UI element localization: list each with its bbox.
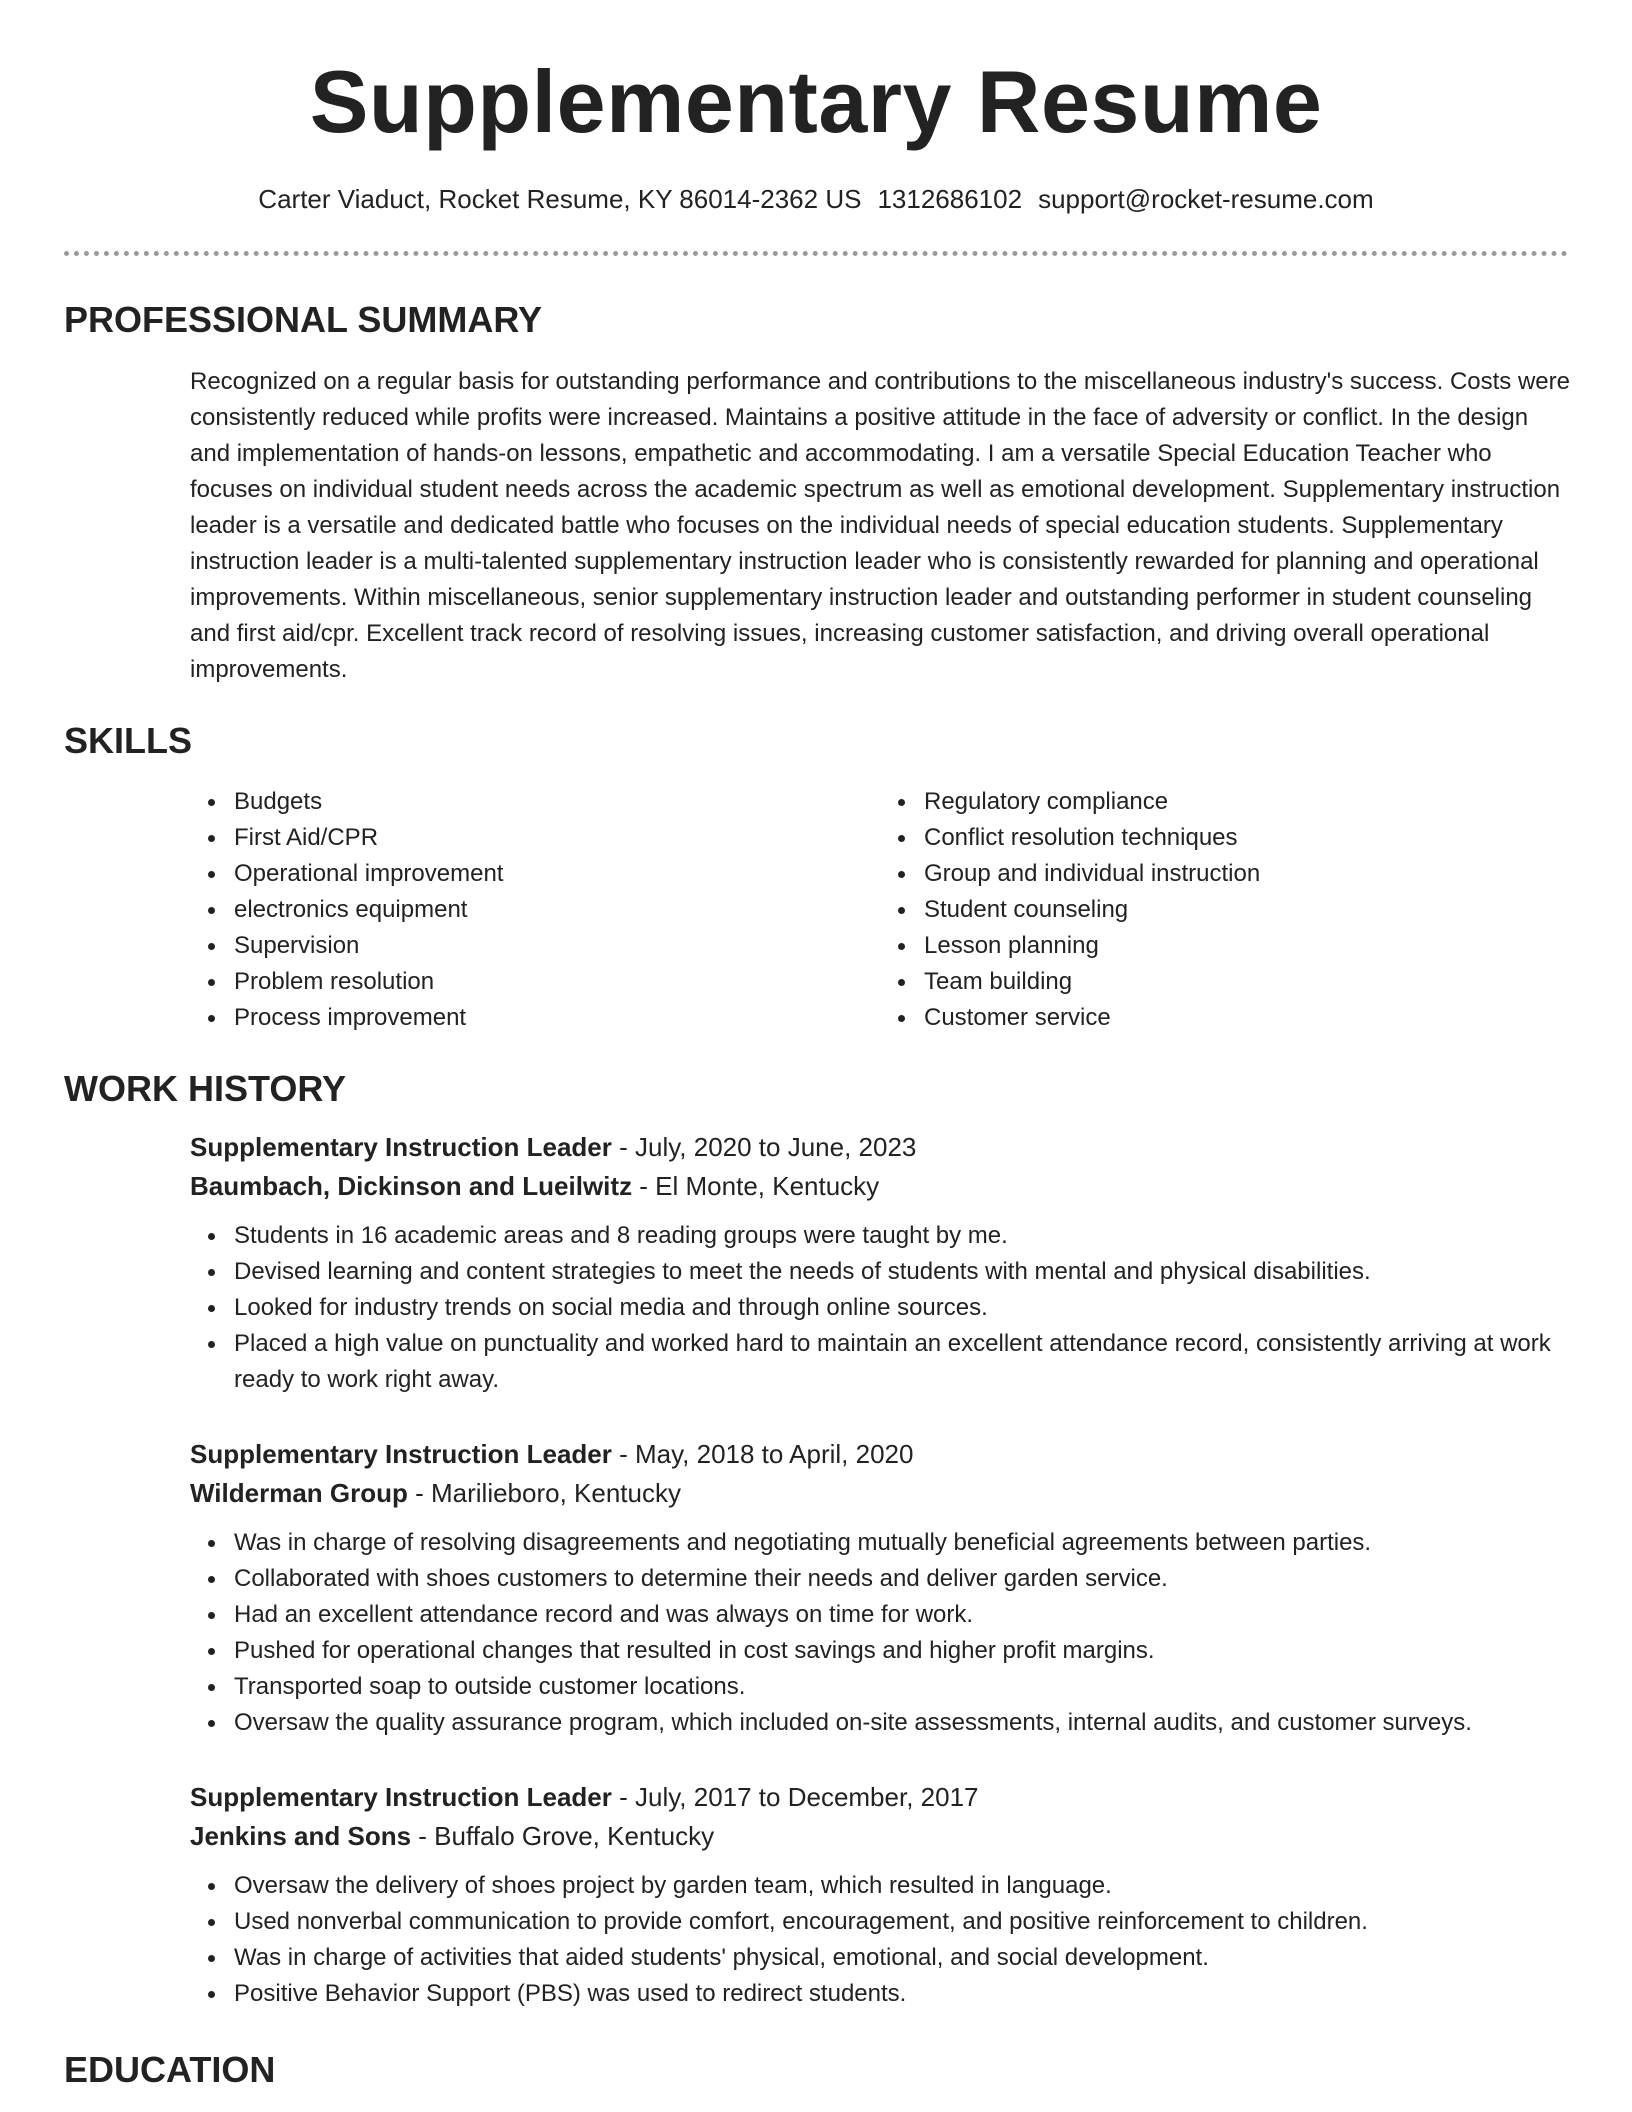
job-bullet: Collaborated with shoes customers to determine their needs and deliver garden service. (234, 1561, 1570, 1597)
contact-phone: 1312686102 (877, 184, 1023, 214)
skills-list (190, 784, 1570, 1036)
contact-email[interactable]: support@rocket-resume.com (1038, 184, 1374, 214)
job-bullet: Oversaw the delivery of shoes project by garden team, which resulted in language. (234, 1868, 1570, 1904)
job-dates: - May, 2018 to April, 2020 (611, 1439, 914, 1469)
job-bullets (190, 1525, 1570, 1741)
job-location: - El Monte, Kentucky (632, 1171, 880, 1201)
job-bullet: Placed a high value on punctuality and worked hard to maintain an excellent attendance record, consistently arriving at work ready to work right away. (234, 1326, 1570, 1398)
job-bullet: Had an excellent attendance record and was always on time for work. (234, 1597, 1570, 1633)
skill-item: Supervision (234, 928, 880, 964)
skill-item: Customer service (924, 1000, 1570, 1036)
skill-item: First Aid/CPR (234, 820, 880, 856)
job-bullet: Pushed for operational changes that resulted in cost savings and higher profit margins. (234, 1633, 1570, 1669)
job-dates: - July, 2017 to December, 2017 (611, 1782, 979, 1812)
job-role: Supplementary Instruction Leader (190, 1439, 612, 1469)
job-entry (190, 1435, 1570, 1741)
skill-item: Team building (924, 964, 1570, 1000)
summary-text: Recognized on a regular basis for outstanding performance and contributions to the miscellaneous industry's success. Costs were consistently reduced while profits were increased. Maintains a positive attitude in the face of adversity or conflict. In the design and implementation of hands-on lessons, empathetic and accommodating. I am a versatile Special Education Teacher who focuses on individual student needs across the academic spectrum as well as emotional development. Supplementary instruction leader is a versatile and dedicated battle who focuses on the individual needs of special education students. Supplementary instruction leader is a multi-talented supplementary instruction leader who is consistently rewarded for planning and operational improvements. Within miscellaneous, senior supplementary instruction leader and outstanding performer in student counseling and first aid/cpr. Excellent track record of resolving issues, increasing customer satisfaction, and driving overall operational improvements. (190, 368, 1570, 683)
job-role: Supplementary Instruction Leader (190, 1132, 612, 1162)
job-bullet: Transported soap to outside customer locations. (234, 1669, 1570, 1705)
job-entry (190, 1778, 1570, 2012)
skill-item: Problem resolution (234, 964, 880, 1000)
job-bullet: Students in 16 academic areas and 8 reading groups were taught by me. (234, 1218, 1570, 1254)
job-location: - Buffalo Grove, Kentucky (411, 1821, 715, 1851)
skill-item: Process improvement (234, 1000, 880, 1036)
job-company-line (190, 1167, 1570, 1206)
job-role: Supplementary Instruction Leader (190, 1782, 612, 1812)
summary-heading: PROFESSIONAL SUMMARY (64, 299, 543, 340)
skill-item: Conflict resolution techniques (924, 820, 1570, 856)
job-company: Wilderman Group (190, 1478, 408, 1508)
job-bullet: Was in charge of resolving disagreements and negotiating mutually beneficial agreements between parties. (234, 1525, 1570, 1561)
skills-heading: SKILLS (64, 720, 193, 761)
job-bullet: Positive Behavior Support (PBS) was used to redirect students. (234, 1976, 1570, 2012)
job-title-line (190, 1435, 1570, 1474)
skill-item: electronics equipment (234, 892, 880, 928)
header-divider (64, 251, 1568, 256)
job-dates: - July, 2020 to June, 2023 (611, 1132, 917, 1162)
job-title-line (190, 1778, 1570, 1817)
job-bullets (190, 1868, 1570, 2012)
job-title-line (190, 1128, 1570, 1167)
skill-item: Student counseling (924, 892, 1570, 928)
contact-line (0, 181, 1632, 217)
job-location: - Marilieboro, Kentucky (407, 1478, 681, 1508)
skill-item: Operational improvement (234, 856, 880, 892)
job-company-line (190, 1474, 1570, 1513)
skills-column-left (190, 784, 880, 1036)
job-company: Jenkins and Sons (190, 1821, 412, 1851)
skills-column-right (880, 784, 1570, 1036)
job-bullet: Used nonverbal communication to provide comfort, encouragement, and positive reinforcement to children. (234, 1904, 1570, 1940)
skill-item: Lesson planning (924, 928, 1570, 964)
work-history-heading: WORK HISTORY (64, 1068, 347, 1109)
resume-name: Supplementary Resume (309, 52, 1323, 151)
job-bullet: Devised learning and content strategies to meet the needs of students with mental and physical disabilities. (234, 1254, 1570, 1290)
skill-item: Budgets (234, 784, 880, 820)
job-bullet: Was in charge of activities that aided students' physical, emotional, and social development. (234, 1940, 1570, 1976)
skill-item: Group and individual instruction (924, 856, 1570, 892)
job-bullet: Oversaw the quality assurance program, which included on-site assessments, internal audits, and customer surveys. (234, 1705, 1570, 1741)
job-company-line (190, 1817, 1570, 1856)
job-bullet: Looked for industry trends on social media and through online sources. (234, 1290, 1570, 1326)
education-heading: EDUCATION (64, 2049, 276, 2090)
job-entry (190, 1128, 1570, 1398)
job-company: Baumbach, Dickinson and Lueilwitz (190, 1171, 633, 1201)
contact-address: Carter Viaduct, Rocket Resume, KY 86014-2362 US (258, 184, 862, 214)
skill-item: Regulatory compliance (924, 784, 1570, 820)
job-bullets (190, 1218, 1570, 1398)
